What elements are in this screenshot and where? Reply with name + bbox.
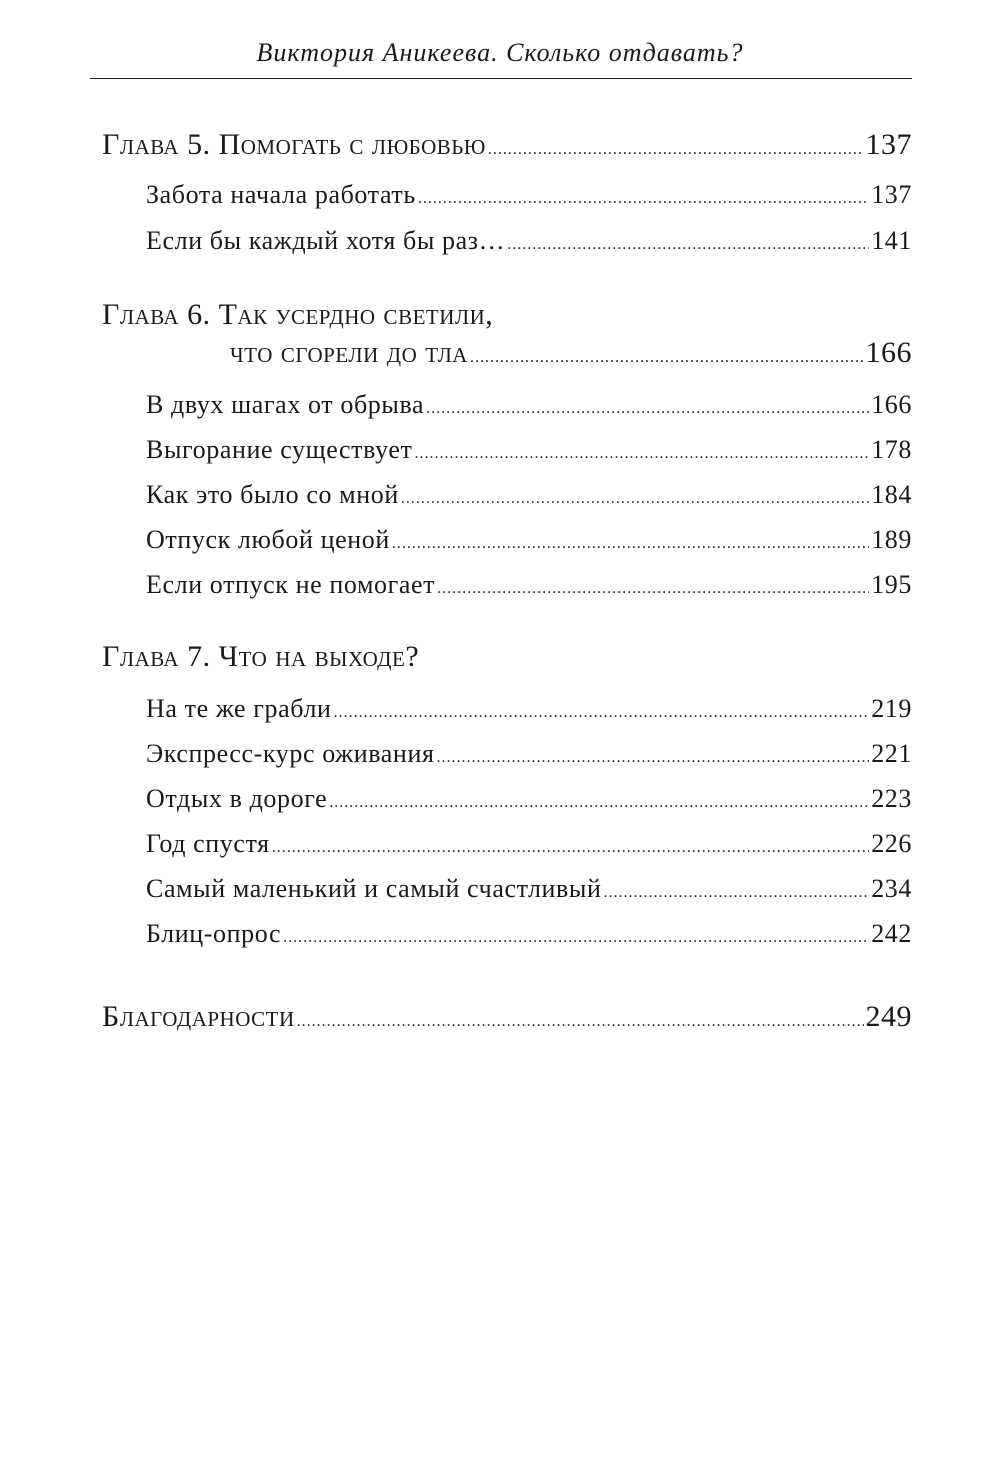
toc-page-number: 189 [871,525,912,554]
toc-page-number: 137 [871,180,912,209]
leader-dots [604,884,870,902]
leader-dots [401,490,869,508]
toc-entry[interactable] [146,739,912,779]
toc-chapter-title-line2: что сгорели до тла [230,336,468,369]
toc-page-number: 178 [871,435,912,464]
toc-acknowledgements[interactable] [102,1000,912,1040]
toc-entry[interactable] [146,784,912,824]
toc-page-number: 234 [871,874,912,903]
toc-entry[interactable] [146,570,912,610]
leader-dots [329,794,869,812]
toc-chapter-5[interactable] [102,128,912,168]
toc-page-number: 166 [865,336,912,369]
toc-entry-title: Если бы каждый хотя бы раз… [146,226,506,255]
leader-dots [272,839,869,857]
running-header: Виктория Аникеева. Сколько отдавать? [256,38,744,67]
toc-chapter-title: Глава 5. Помогать с любовью [102,128,486,161]
leader-dots [415,445,870,463]
toc-page-number: 141 [871,226,912,255]
toc-entry-title: Выгорание существует [146,435,413,464]
leader-dots [437,749,870,767]
toc-page-number: 166 [871,390,912,419]
toc-entry-title: Блиц-опрос [146,919,282,948]
toc-chapter-title: Благодарности [102,1000,295,1033]
leader-dots [334,704,870,722]
toc-entry-title: Отпуск любой ценой [146,525,390,554]
leader-dots [283,929,869,947]
toc-entry[interactable] [146,874,912,914]
leader-dots [426,400,869,418]
toc-entry[interactable] [146,480,912,520]
toc-page-number: 221 [871,739,912,768]
toc-entry-title: Экспресс-курс оживания [146,739,435,768]
toc-entry-title: Год спустя [146,829,270,858]
toc-entry[interactable] [146,525,912,565]
leader-dots [437,580,869,598]
toc-page-number: 226 [871,829,912,858]
leader-dots [470,349,864,367]
toc-entry-title: На те же грабли [146,694,332,723]
toc-entry[interactable] [146,390,912,430]
toc-entry-title: В двух шагах от обрыва [146,390,425,419]
toc-entry[interactable] [146,694,912,734]
toc-entry[interactable] [146,226,912,266]
toc-entry-title: Как это было со мной [146,480,399,509]
leader-dots [488,141,864,159]
toc-page-number: 219 [871,694,912,723]
leader-dots [297,1013,864,1031]
leader-dots [418,190,869,208]
leader-dots [392,535,869,553]
toc-page-number: 137 [865,128,912,161]
leader-dots [507,236,869,254]
toc-entry-title: Отдых в дороге [146,784,328,813]
toc-chapter-7-title[interactable]: Глава 7. Что на выходе? [102,640,420,673]
toc-entry-title: Если отпуск не помогает [146,570,436,599]
toc-entry[interactable] [146,829,912,869]
toc-page-number: 242 [871,919,912,948]
toc-entry-title: Самый маленький и самый счастливый [146,874,602,903]
toc-chapter-6[interactable] [230,336,912,376]
toc-chapter-6-title-line1[interactable]: Глава 6. Так усердно светили, [102,298,494,331]
toc-page-number: 249 [865,1000,912,1033]
toc-entry[interactable] [146,435,912,475]
toc-entry-title: Забота начала работать [146,180,416,209]
toc-page-number: 184 [871,480,912,509]
toc-page-number: 195 [871,570,912,599]
toc-entry[interactable] [146,919,912,959]
toc-page-number: 223 [871,784,912,813]
toc-entry[interactable] [146,180,912,220]
